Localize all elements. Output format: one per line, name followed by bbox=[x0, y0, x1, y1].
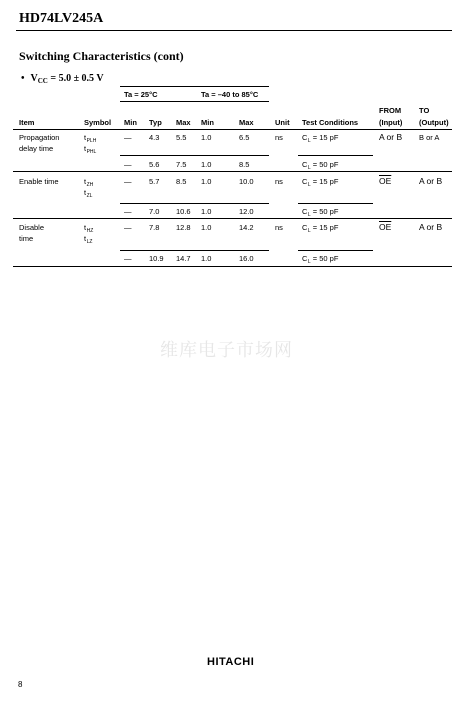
min-cell: — bbox=[124, 160, 132, 169]
min-range-cell: 1.0 bbox=[201, 254, 212, 263]
max-range-cell: 12.0 bbox=[239, 207, 254, 216]
item-label: Propagation bbox=[19, 133, 60, 142]
group-header-rule bbox=[120, 101, 269, 102]
unit-cell: ns bbox=[275, 223, 283, 232]
column-header-min: Min bbox=[124, 118, 137, 127]
min-range-cell: 1.0 bbox=[201, 207, 212, 216]
page-number: 8 bbox=[18, 680, 23, 689]
min-range-cell: 1.0 bbox=[201, 223, 212, 232]
item-label: time bbox=[19, 234, 34, 243]
condition-value: = 5.0 ± 0.5 V bbox=[47, 73, 104, 84]
supply-condition bbox=[21, 73, 104, 87]
min-cell: — bbox=[124, 133, 132, 142]
max-cell: 8.5 bbox=[176, 177, 187, 186]
symbol-cell: $t_{ZH}$ bbox=[84, 177, 94, 188]
column-header-from-input: (Input) bbox=[379, 118, 403, 127]
condition-subscript: CC bbox=[37, 77, 48, 85]
to-cell: A or B bbox=[419, 176, 443, 186]
symbol-cell: $t_{LZ}$ bbox=[84, 234, 93, 245]
typ-cell: 10.9 bbox=[149, 254, 164, 263]
item-label: Disable bbox=[19, 223, 45, 232]
section-title: Switching Characteristics (cont) bbox=[19, 49, 184, 63]
test-condition-cell: $C_L = 50$ pF bbox=[302, 160, 339, 171]
max-cell: 14.7 bbox=[176, 254, 191, 263]
page-header-title: HD74LV245A bbox=[19, 11, 104, 26]
column-header-to-output: (Output) bbox=[419, 118, 449, 127]
from-cell: $\overline{OE}$ bbox=[379, 176, 392, 186]
column-header-from: FROM bbox=[379, 106, 402, 115]
unit-cell: ns bbox=[275, 133, 283, 142]
column-header-test-conditions: Test Conditions bbox=[302, 118, 359, 127]
max-cell: 7.5 bbox=[176, 160, 187, 169]
column-header-min-range: Min bbox=[201, 118, 214, 127]
min-range-cell: 1.0 bbox=[201, 133, 212, 142]
max-range-cell: 16.0 bbox=[239, 254, 254, 263]
row-divider bbox=[120, 203, 269, 204]
typ-cell: 7.0 bbox=[149, 207, 160, 216]
test-condition-cell: $C_L = 50$ pF bbox=[302, 254, 339, 265]
condition-symbol: V bbox=[30, 73, 38, 84]
min-cell: — bbox=[124, 207, 132, 216]
group-header-ta-range: Ta = –40 to 85°C bbox=[201, 90, 259, 99]
max-cell: 12.8 bbox=[176, 223, 191, 232]
from-cell: $\overline{OE}$ bbox=[379, 222, 392, 232]
test-condition-cell: $C_L = 15$ pF bbox=[302, 177, 339, 188]
typ-cell: 4.3 bbox=[149, 133, 160, 142]
row-divider bbox=[298, 250, 373, 251]
max-range-cell: 10.0 bbox=[239, 177, 254, 186]
unit-cell: ns bbox=[275, 177, 283, 186]
from-cell: A or B bbox=[379, 132, 403, 142]
max-cell: 5.5 bbox=[176, 133, 187, 142]
min-cell: — bbox=[124, 223, 132, 232]
symbol-cell: $t_{PHL}$ bbox=[84, 144, 97, 155]
symbol-cell: $t_{ZL}$ bbox=[84, 188, 93, 199]
test-condition-cell: $C_L = 15$ pF bbox=[302, 223, 339, 234]
max-range-cell: 6.5 bbox=[239, 133, 250, 142]
column-header-symbol: Symbol bbox=[84, 118, 112, 127]
column-header-unit: Unit bbox=[275, 118, 290, 127]
table-top-rule bbox=[120, 86, 269, 87]
header-rule bbox=[16, 30, 452, 31]
column-header-rule bbox=[13, 129, 452, 130]
min-range-cell: 1.0 bbox=[201, 177, 212, 186]
symbol-cell: $t_{HZ}$ bbox=[84, 223, 94, 234]
hitachi-logo: HITACHI bbox=[207, 656, 255, 668]
column-header-item: Item bbox=[19, 118, 35, 127]
typ-cell: 5.6 bbox=[149, 160, 160, 169]
row-divider bbox=[298, 203, 373, 204]
test-condition-cell: $C_L = 15$ pF bbox=[302, 133, 339, 144]
max-range-cell: 8.5 bbox=[239, 160, 250, 169]
to-cell: A or B bbox=[419, 222, 443, 232]
column-header-max: Max bbox=[176, 118, 191, 127]
column-header-max-range: Max bbox=[239, 118, 254, 127]
row-divider bbox=[120, 155, 269, 156]
max-cell: 10.6 bbox=[176, 207, 191, 216]
typ-cell: 7.8 bbox=[149, 223, 160, 232]
bullet-icon: • bbox=[21, 73, 25, 84]
test-condition-cell: $C_L = 50$ pF bbox=[302, 207, 339, 218]
group-divider bbox=[13, 171, 452, 172]
min-cell: — bbox=[124, 177, 132, 186]
row-divider bbox=[120, 250, 269, 251]
watermark: 维库电子市场网 bbox=[160, 340, 293, 361]
group-header-ta-25: Ta = 25°C bbox=[124, 90, 158, 99]
max-range-cell: 14.2 bbox=[239, 223, 254, 232]
column-header-typ: Typ bbox=[149, 118, 162, 127]
item-label: Enable time bbox=[19, 177, 59, 186]
typ-cell: 5.7 bbox=[149, 177, 160, 186]
item-label: delay time bbox=[19, 144, 54, 153]
column-header-to: TO bbox=[419, 106, 430, 115]
min-range-cell: 1.0 bbox=[201, 160, 212, 169]
symbol-cell: $t_{PLH}$ bbox=[84, 133, 97, 144]
group-divider bbox=[13, 218, 452, 219]
to-cell: B or A bbox=[419, 133, 440, 142]
row-divider bbox=[298, 155, 373, 156]
table-bottom-rule bbox=[13, 266, 452, 267]
min-cell: — bbox=[124, 254, 132, 263]
